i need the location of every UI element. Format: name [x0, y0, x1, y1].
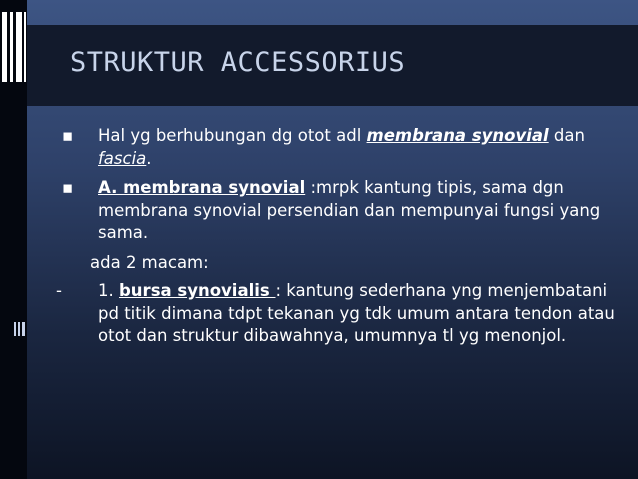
note-text: ada 2 macam:	[90, 252, 209, 272]
term-fascia: fascia	[98, 148, 147, 168]
deco-bar	[18, 322, 20, 336]
deco-bar	[24, 12, 26, 82]
bullet-text: .	[146, 148, 152, 168]
bullet-text: dan	[548, 126, 585, 145]
item-number: 1.	[98, 281, 114, 300]
term-bursa-synovialis: bursa synovialis	[119, 281, 276, 300]
bullet-item-membrana-synovial	[62, 177, 622, 245]
bullet-item-relation	[62, 125, 622, 170]
square-bullet-icon: ▪	[62, 178, 74, 197]
slide-title: STRUKTUR ACCESSORIUS	[70, 47, 406, 78]
square-bullet-icon: ▪	[62, 126, 74, 145]
item-text: : kantung sederhana yng menjembatani pd titik dimana tdpt tekanan yg tdk umum antara tendon atau otot dan struktur dibawahnya, umumnya tl yg menonjol.	[98, 281, 615, 345]
slide-body	[56, 125, 622, 348]
deco-bar	[14, 322, 16, 336]
list-item-bursa-synovialis	[56, 280, 622, 348]
bullet-text: :mrpk kantung tipis, sama dgn membrana synovial persendian dan mempunyai fungsi yang sama.	[98, 178, 601, 242]
deco-bar	[10, 12, 13, 82]
deco-bar	[2, 12, 7, 82]
section-heading: A. membrana synovial	[98, 178, 306, 197]
dash-bullet-icon: -	[56, 281, 62, 300]
deco-bar	[22, 322, 25, 336]
bullet-text: Hal yg berhubungan dg otot adl	[98, 126, 367, 145]
term-membrana-synovial: membrana synovial	[366, 126, 549, 145]
deco-bar	[16, 12, 22, 82]
